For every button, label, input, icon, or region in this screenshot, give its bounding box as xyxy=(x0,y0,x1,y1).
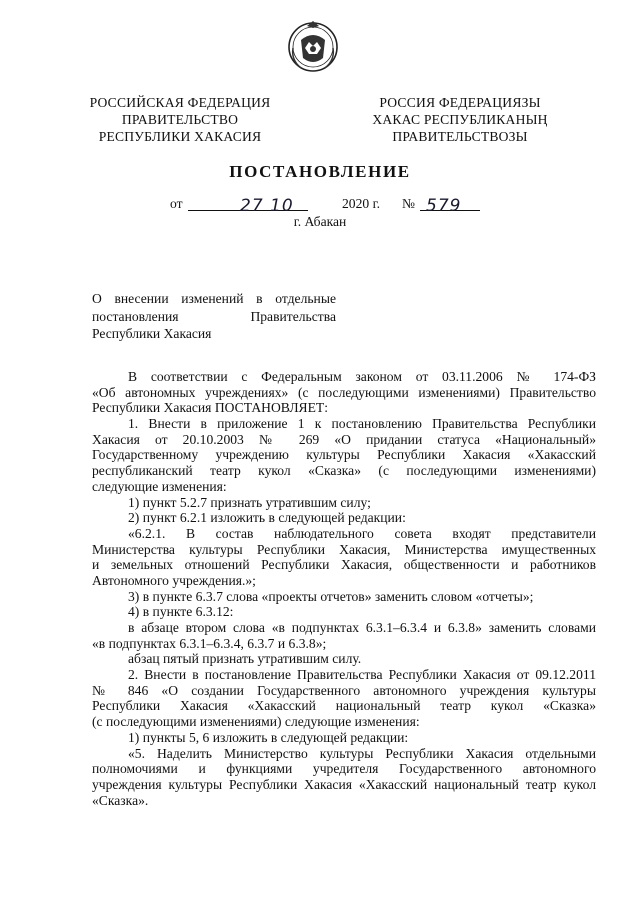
header-left-line: РЕСПУБЛИКИ ХАКАСИЯ xyxy=(98,129,262,144)
date-year: 2020 г. xyxy=(342,196,381,211)
header-left-line: ПРАВИТЕЛЬСТВО xyxy=(121,112,239,127)
header-right xyxy=(360,94,560,145)
body-text-line: и земельных отношений Республики Хакасия, общественности и работников xyxy=(92,557,596,573)
body-text-line: «Сказка». xyxy=(92,792,149,808)
body-text-line: 2) пункт 6.2.1 изложить в следующей редакции: xyxy=(128,510,406,526)
subject-line: Республики Хакасия xyxy=(92,326,212,341)
body-text-line: 4) в пункте 6.3.12: xyxy=(128,604,234,620)
body-text-line: абзац пятый признать утратившим силу. xyxy=(128,651,362,667)
body-text-line: 1) пункты 5, 6 изложить в следующей редакции: xyxy=(128,729,409,745)
document-subject xyxy=(92,290,336,343)
body-text-line: Министерства культуры Республики Хакасия, Министерства имущественных xyxy=(92,541,596,557)
document-type-title: ПОСТАНОВЛЕНИЕ xyxy=(229,162,411,181)
body-text-line: Автономного учреждения.»; xyxy=(92,572,256,588)
body-text-line: республиканский театр кукол «Сказка» (с последующими изменениями) xyxy=(92,463,596,479)
header-right-line: РОССИЯ ФЕДЕРАЦИЯЗЫ xyxy=(379,95,541,110)
date-prefix: от xyxy=(170,196,183,211)
body-text-line: (с последующими изменениями) следующие изменения: xyxy=(92,714,420,730)
body-text-line: полномочиями и функциями учредителя Государственного автономного xyxy=(92,761,596,777)
handwritten-number: 579 xyxy=(426,196,462,216)
body-text-line: «в подпунктах 6.3.1–6.3.4, 6.3.7 и 6.3.8»; xyxy=(92,635,327,651)
body-text-line: 1. Внести в приложение 1 к постановлению Правительства Республики xyxy=(128,416,596,432)
header-right-line: ПРАВИТЕЛЬСТВОЗЫ xyxy=(392,129,528,144)
header-left xyxy=(80,94,280,145)
body-text-line: 3) в пункте 6.3.7 слова «проекты отчетов» заменить словом «отчеты»; xyxy=(128,588,534,604)
subject-line: постановления Правительства xyxy=(92,308,336,324)
header-left-line: РОССИЙСКАЯ ФЕДЕРАЦИЯ xyxy=(89,95,271,110)
body-text-line: Республики Хакасия ПОСТАНОВЛЯЕТ: xyxy=(92,400,328,416)
city-line: г. Абакан xyxy=(293,214,347,229)
subject-line: О внесении изменений в отдельные xyxy=(92,291,336,306)
handwritten-date: 27 10 xyxy=(240,196,294,216)
body-text-line: Государственному учреждению культуры Республики Хакасия «Хакасский xyxy=(92,447,596,463)
body-text-line: В соответствии с Федеральным законом от 03.11.2006 № 174-ФЗ xyxy=(128,369,596,384)
body-text-line: следующие изменения: xyxy=(92,478,227,494)
body-text-line: Республики Хакасия «Хакасский национальный театр кукол «Сказка» xyxy=(92,698,596,714)
document-body xyxy=(92,369,596,808)
coat-of-arms-emblem xyxy=(287,18,339,74)
date-number-line xyxy=(170,196,490,216)
body-text-line: «5. Наделить Министерство культуры Республики Хакасия отдельными xyxy=(128,745,596,761)
body-text-line: Хакасия от 20.10.2003 № 269 «О придании статуса «Национальный» xyxy=(92,431,596,447)
body-text-line: № 846 «О создании Государственного автономного учреждения культуры xyxy=(92,682,596,698)
body-text-line: в абзаце втором слова «в подпунктах 6.3.1–6.3.4 и 6.3.8» заменить словами xyxy=(128,620,596,635)
body-text-line: 2. Внести в постановление Правительства Республики Хакасия от 09.12.2011 xyxy=(128,667,596,683)
body-text-line: 1) пункт 5.2.7 признать утратившим силу; xyxy=(128,494,371,510)
body-text-line: «6.2.1. В состав наблюдательного совета входят представители xyxy=(128,525,596,541)
header-right-line: ХАКАС РЕСПУБЛИКАНЫҢ xyxy=(372,112,548,127)
body-text-line: учреждения культуры Республики Хакасия «Хакасский национальный театр кукол xyxy=(92,776,596,792)
number-sign: № xyxy=(402,196,415,211)
body-text-line: «Об автономных учреждениях» (с последующими изменениями) Правительство xyxy=(92,384,596,400)
